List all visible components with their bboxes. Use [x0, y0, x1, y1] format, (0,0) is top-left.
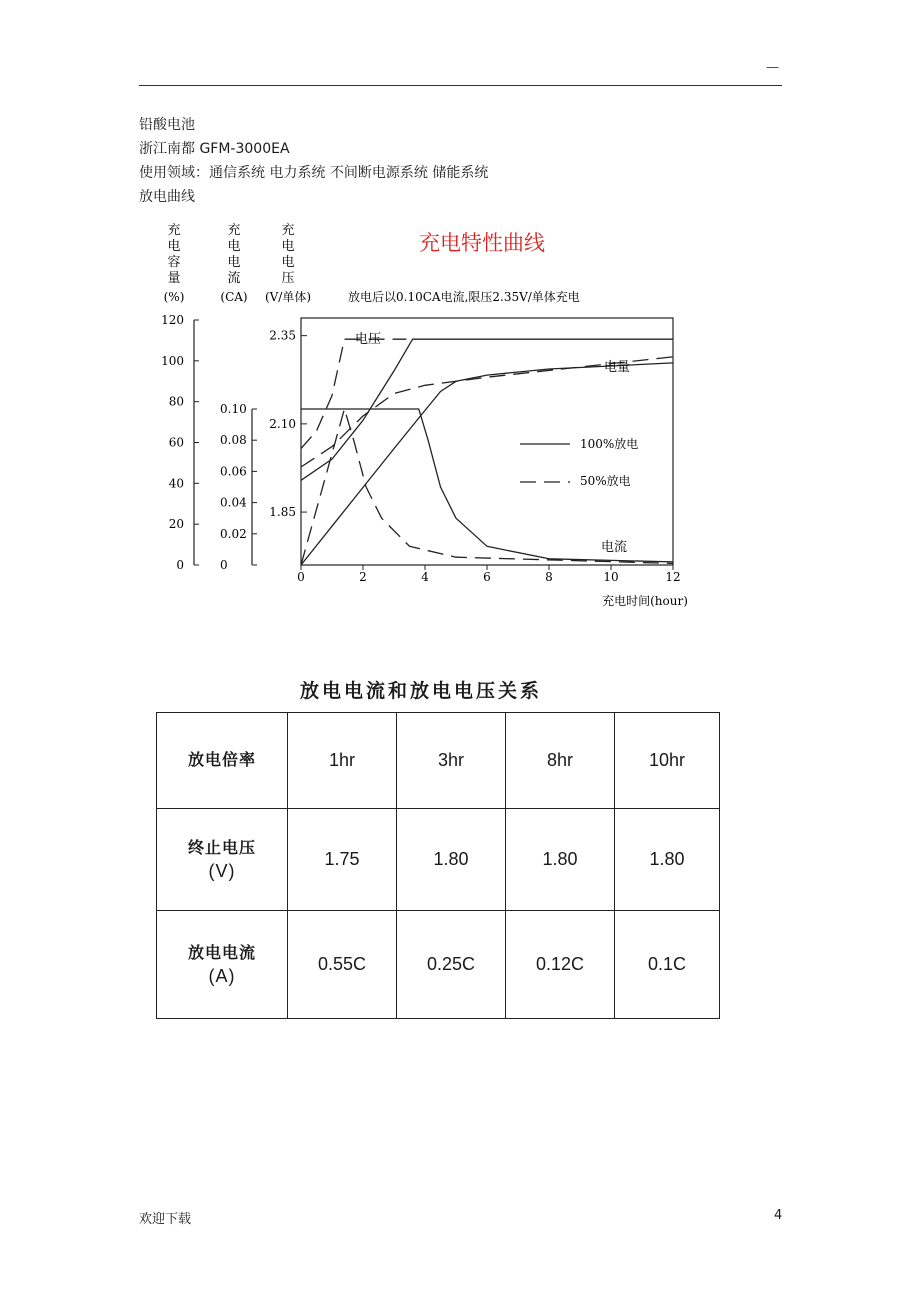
intro-line-applications: 使用领域：通信系统 电力系统 不间断电源系统 储能系统 — [139, 165, 489, 181]
row-unit: (V) — [208, 860, 236, 881]
axis-unit-capacity: (%) — [163, 290, 185, 304]
capacity-tick-label: 60 — [168, 435, 184, 450]
table-row — [157, 713, 720, 809]
capacity-tick-label: 0 — [176, 558, 184, 572]
axis-title-capacity — [164, 222, 185, 304]
row-unit: (A) — [208, 965, 236, 986]
curve-label-current: 电流 — [601, 540, 628, 555]
column-header: 8hr — [506, 713, 615, 809]
axis-title-current — [220, 222, 247, 304]
table-cell: 0.1C — [615, 911, 720, 1019]
current-tick-label: 0.08 — [220, 433, 247, 448]
table-cell: 0.25C — [397, 911, 506, 1019]
axis-title-voltage-char: 电 — [281, 255, 295, 270]
discharge-table — [156, 712, 720, 1019]
x-axis-title: 充电时间(hour) — [602, 594, 688, 608]
x-ticks — [297, 565, 680, 584]
header-rule — [139, 85, 782, 86]
column-header: 10hr — [615, 713, 720, 809]
axis-unit-voltage: (V/单体) — [264, 290, 312, 304]
axis-title-voltage — [265, 222, 311, 304]
header-cell-rate: 放电倍率 — [157, 713, 288, 809]
axis-title-current-char: 电 — [227, 255, 241, 270]
capacity-tick-label: 20 — [168, 517, 184, 532]
legend-entry-100: 100%放电 — [580, 437, 639, 451]
footer-text: 欢迎下载 — [139, 1212, 192, 1227]
intro-text — [139, 113, 488, 209]
axis-unit-current: (CA) — [220, 290, 248, 304]
curve-label-voltage: 电压 — [355, 332, 382, 347]
intro-line-product-type: 铅酸电池 — [139, 117, 195, 133]
capacity-tick-label: 80 — [168, 394, 184, 409]
charge-characteristic-chart — [150, 212, 690, 612]
row-label: 放电电流 — [187, 944, 256, 962]
table-row — [157, 911, 720, 1019]
x-tick-label: 12 — [665, 570, 681, 584]
legend — [520, 436, 638, 488]
axis-title-capacity-char: 充 — [167, 223, 181, 238]
voltage-tick-label: 1.85 — [269, 505, 296, 520]
table-cell: 1.80 — [397, 809, 506, 911]
legend-entry-50: 50%放电 — [580, 474, 631, 488]
axis-title-voltage-char: 电 — [281, 239, 295, 254]
capacity-tick-label: 120 — [161, 313, 184, 327]
x-tick-label: 10 — [603, 570, 619, 584]
intro-line-model: 浙江南都 GFM-3000EA — [139, 141, 290, 157]
x-tick-label: 2 — [359, 570, 367, 584]
capacity-tick-label: 100 — [161, 353, 184, 368]
table-cell: 1.75 — [288, 809, 397, 911]
chart-title: 充电特性曲线 — [419, 231, 545, 255]
series-line — [301, 363, 673, 565]
current-tick-label: 0.04 — [220, 495, 247, 510]
current-tick-label: 0.10 — [220, 402, 247, 416]
page-number: 4 — [774, 1208, 783, 1223]
axis-title-voltage-char: 压 — [281, 271, 295, 286]
chart-subtitle: 放电后以0.10CA电流,限压2.35V/单体充电 — [348, 290, 580, 304]
table-title: 放电电流和放电电压关系 — [299, 680, 542, 702]
x-tick-label: 4 — [421, 570, 429, 584]
axis-title-current-char: 充 — [227, 223, 241, 238]
column-header: 1hr — [288, 713, 397, 809]
row-label: 终止电压 — [187, 839, 256, 857]
current-tick-label: 0.02 — [220, 526, 247, 541]
axis-title-voltage-char: 充 — [281, 223, 295, 238]
axis-title-capacity-char: 量 — [167, 271, 181, 286]
row-header-end-voltage — [157, 809, 288, 911]
voltage-tick-label: 2.10 — [269, 416, 296, 431]
voltage-tick-label: 2.35 — [269, 328, 296, 343]
table-cell: 0.55C — [288, 911, 397, 1019]
intro-line-curve-heading: 放电曲线 — [139, 189, 195, 205]
header-mark: — — [766, 60, 779, 75]
table-row — [157, 809, 720, 911]
x-tick-label: 0 — [297, 570, 305, 584]
curve-label-capacity: 电量 — [604, 360, 631, 375]
capacity-ticks — [161, 313, 199, 572]
table-cell: 0.12C — [506, 911, 615, 1019]
axis-title-capacity-char: 电 — [167, 239, 181, 254]
row-header-discharge-current — [157, 911, 288, 1019]
capacity-tick-label: 40 — [168, 476, 184, 491]
column-header: 3hr — [397, 713, 506, 809]
axis-title-capacity-char: 容 — [167, 255, 181, 270]
current-tick-label: 0.06 — [220, 464, 247, 479]
x-tick-label: 6 — [483, 570, 491, 584]
axis-title-current-char: 电 — [227, 239, 241, 254]
table-cell: 1.80 — [506, 809, 615, 911]
axis-title-current-char: 流 — [227, 271, 241, 286]
x-tick-label: 8 — [545, 570, 553, 584]
current-tick-label: 0 — [220, 558, 228, 572]
table-cell: 1.80 — [615, 809, 720, 911]
